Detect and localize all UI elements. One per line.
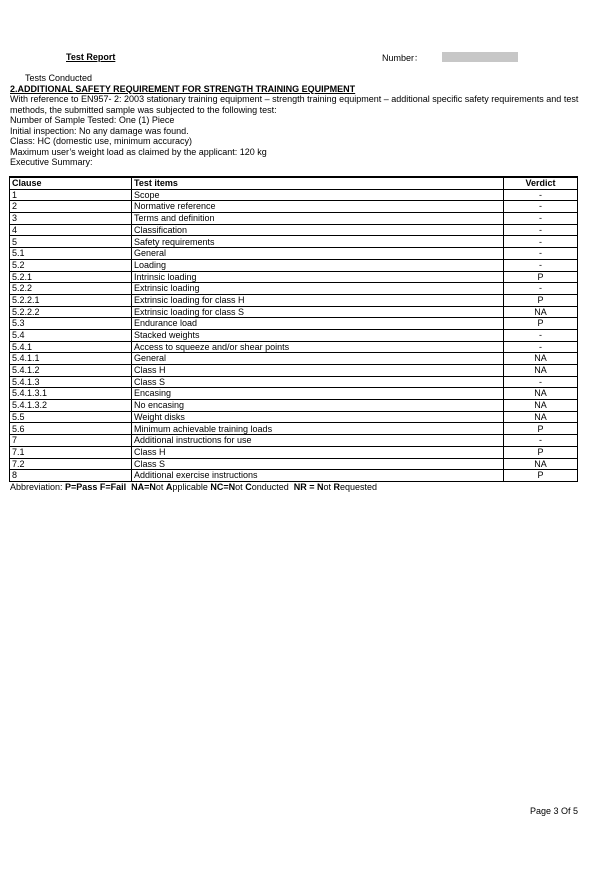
samples-text: Number of Sample Tested: One (1) Piece <box>10 115 175 125</box>
abbreviation-part: equested <box>340 482 378 492</box>
table-row <box>10 224 578 236</box>
test-item-cell: Additional instructions for use <box>132 435 504 447</box>
table-row <box>10 388 578 400</box>
intro-block <box>10 73 590 168</box>
abbreviation-part: onducted <box>251 482 294 492</box>
verdict-cell: P <box>504 271 578 283</box>
verdict-cell: - <box>504 259 578 271</box>
abbreviation-prefix: Abbreviation: <box>10 482 66 492</box>
test-item-cell: Extrinsic loading <box>132 283 504 295</box>
test-item-cell: Class H <box>132 446 504 458</box>
test-item-cell: Class S <box>132 458 504 470</box>
test-item-cell: Safety requirements <box>132 236 504 248</box>
test-item-cell: Stacked weights <box>132 329 504 341</box>
verdict-cell: NA <box>504 458 578 470</box>
table-row <box>10 423 578 435</box>
test-item-cell: Terms and definition <box>132 213 504 225</box>
table-row <box>10 400 578 412</box>
verdict-cell: - <box>504 248 578 260</box>
section-title: 2.ADDITIONAL SAFETY REQUIREMENT FOR STRENGTH TRAINING EQUIPMENT <box>10 83 356 94</box>
test-item-cell: Minimum achievable training loads <box>132 423 504 435</box>
table-row <box>10 201 578 213</box>
verdict-cell: P <box>504 470 578 482</box>
clause-cell: 5.4.1.3.1 <box>10 388 132 400</box>
test-items-header: Test items <box>132 177 504 189</box>
table-row <box>10 236 578 248</box>
table-row <box>10 376 578 388</box>
table-row <box>10 306 578 318</box>
test-item-cell: Scope <box>132 189 504 201</box>
clause-header: Clause <box>10 177 132 189</box>
clause-cell: 5.4.1.3.2 <box>10 400 132 412</box>
clause-cell: 3 <box>10 213 132 225</box>
clause-cell: 5.4.1.2 <box>10 365 132 377</box>
clause-cell: 5.2 <box>10 259 132 271</box>
abbreviation-part: C <box>245 482 252 492</box>
test-item-cell: Weight disks <box>132 411 504 423</box>
table-header-row <box>10 177 578 189</box>
test-item-cell: No encasing <box>132 400 504 412</box>
clause-cell: 5.3 <box>10 318 132 330</box>
table-row <box>10 470 578 482</box>
abbreviation-part: pplicable <box>172 482 211 492</box>
verdict-cell: - <box>504 189 578 201</box>
table-row <box>10 259 578 271</box>
verdict-cell: P <box>504 446 578 458</box>
verdict-header: Verdict <box>504 177 578 189</box>
class-text: Class: HC (domestic use, minimum accuracy) <box>10 136 193 146</box>
reference-text: With reference to EN957- 2: 2003 stationary training equipment – strength training equipment – additional specific safety requirements and test methods, the submitted sample was subjected to the following test: <box>10 94 579 115</box>
verdict-cell: - <box>504 341 578 353</box>
clause-cell: 4 <box>10 224 132 236</box>
clause-cell: 1 <box>10 189 132 201</box>
clause-cell: 5.4 <box>10 329 132 341</box>
table-row <box>10 341 578 353</box>
table-row <box>10 213 578 225</box>
clause-cell: 2 <box>10 201 132 213</box>
test-item-cell: Extrinsic loading for class S <box>132 306 504 318</box>
verdict-cell: - <box>504 201 578 213</box>
clause-cell: 5.2.2 <box>10 283 132 295</box>
verdict-cell: - <box>504 329 578 341</box>
verdict-cell: - <box>504 224 578 236</box>
test-item-cell: Extrinsic loading for class H <box>132 294 504 306</box>
abbreviation-part: NC=N <box>210 482 236 492</box>
table-row <box>10 411 578 423</box>
report-title: Test Report <box>66 52 116 62</box>
clause-cell: 7 <box>10 435 132 447</box>
abbreviation-part: ot <box>155 482 166 492</box>
test-item-cell: Encasing <box>132 388 504 400</box>
abbreviation-part: NR = N <box>293 482 324 492</box>
page-number: Page 3 Of 5 <box>529 806 578 816</box>
test-item-cell: Normative reference <box>132 201 504 213</box>
abbreviation-part: R <box>333 482 341 492</box>
test-item-cell: General <box>132 248 504 260</box>
table-row <box>10 283 578 295</box>
clause-cell: 5.1 <box>10 248 132 260</box>
clause-cell: 5.4.1.3 <box>10 376 132 388</box>
max-load-text: Maximum user’s weight load as claimed by the applicant: 120 kg <box>10 146 267 157</box>
number-label: Number： <box>382 53 424 63</box>
test-item-cell: Class S <box>132 376 504 388</box>
clause-cell: 5.4.1.1 <box>10 353 132 365</box>
test-item-cell: Loading <box>132 259 504 271</box>
verdict-cell: - <box>504 236 578 248</box>
verdict-cell: - <box>504 376 578 388</box>
clause-cell: 5.5 <box>10 411 132 423</box>
redacted-number-box <box>442 52 518 62</box>
test-item-cell: Intrinsic loading <box>132 271 504 283</box>
test-item-cell: Additional exercise instructions <box>132 470 504 482</box>
table-row <box>10 248 578 260</box>
table-row <box>10 435 578 447</box>
verdict-cell: - <box>504 213 578 225</box>
table-row <box>10 294 578 306</box>
abbreviation-part: ot <box>235 482 246 492</box>
executive-summary-label: Executive Summary: <box>10 157 93 167</box>
abbreviation-part: NA=N <box>126 482 156 492</box>
table-row <box>10 329 578 341</box>
table-row <box>10 365 578 377</box>
verdict-cell: P <box>504 423 578 435</box>
clause-cell: 7.2 <box>10 458 132 470</box>
verdict-cell: NA <box>504 306 578 318</box>
test-item-cell: Class H <box>132 365 504 377</box>
verdict-cell: NA <box>504 353 578 365</box>
verdict-cell: P <box>504 318 578 330</box>
verdict-cell: NA <box>504 411 578 423</box>
clause-cell: 5.6 <box>10 423 132 435</box>
table-row <box>10 446 578 458</box>
test-item-cell: Endurance load <box>132 318 504 330</box>
tests-conducted-label: Tests Conducted <box>25 73 93 83</box>
abbreviation-part: A <box>165 482 173 492</box>
table-row <box>10 353 578 365</box>
clause-cell: 7.1 <box>10 446 132 458</box>
verdict-cell: NA <box>504 388 578 400</box>
abbreviation-legend <box>10 482 377 493</box>
abbreviation-part: ot <box>323 482 334 492</box>
test-item-cell: General <box>132 353 504 365</box>
table-row <box>10 189 578 201</box>
clause-cell: 5.2.1 <box>10 271 132 283</box>
clause-cell: 8 <box>10 470 132 482</box>
verdict-cell: NA <box>504 400 578 412</box>
clause-cell: 5.2.2.2 <box>10 306 132 318</box>
abbreviation-part: P=Pass F=Fail <box>65 482 127 492</box>
verdict-cell: - <box>504 283 578 295</box>
table-row <box>10 271 578 283</box>
test-item-cell: Access to squeeze and/or shear points <box>132 341 504 353</box>
clause-cell: 5.2.2.1 <box>10 294 132 306</box>
verdict-cell: - <box>504 435 578 447</box>
table-row <box>10 458 578 470</box>
clause-cell: 5.4.1 <box>10 341 132 353</box>
test-item-cell: Classification <box>132 224 504 236</box>
results-table <box>9 176 578 482</box>
inspection-text: Initial inspection: No any damage was found. <box>10 125 189 136</box>
clause-cell: 5 <box>10 236 132 248</box>
verdict-cell: P <box>504 294 578 306</box>
table-row <box>10 318 578 330</box>
verdict-cell: NA <box>504 365 578 377</box>
